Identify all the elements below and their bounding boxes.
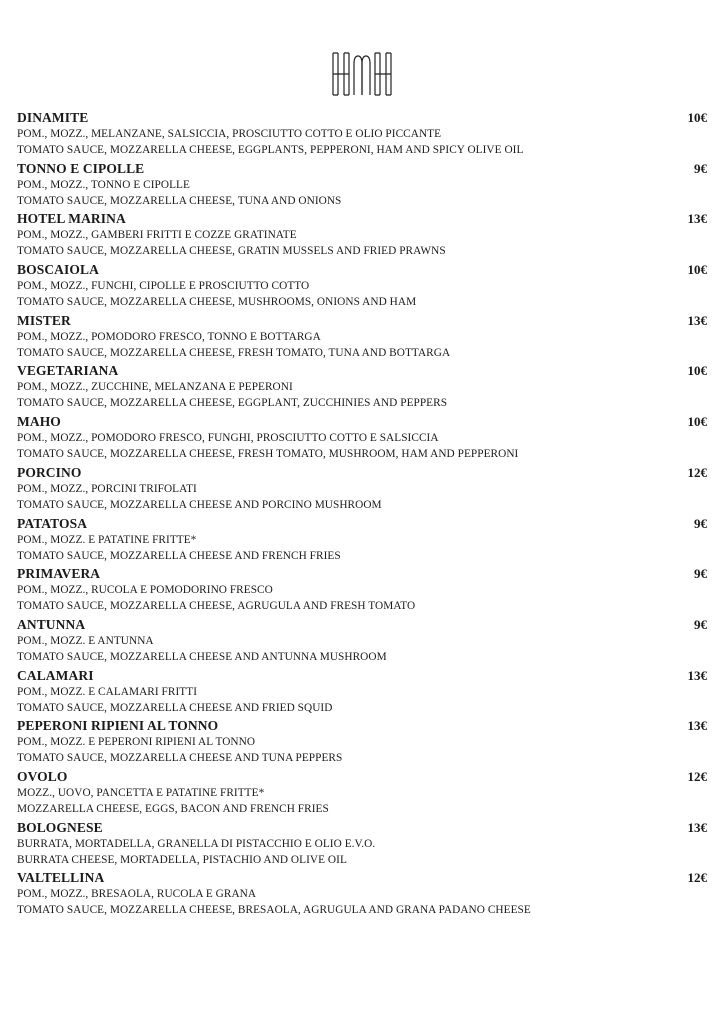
menu-item-description-en: TOMATO SAUCE, MOZZARELLA CHEESE AND FRENCH FRIES [17,549,341,562]
menu-item [17,310,707,361]
menu-item-price: 13€ [687,718,707,734]
menu-item [17,513,707,564]
menu-item [17,360,707,411]
menu-item-description-it: MOZZ., UOVO, PANCETTA E PATATINE FRITTE* [17,786,265,799]
menu-item-description-en: TOMATO SAUCE, MOZZARELLA CHEESE, TUNA AND ONIONS [17,194,342,207]
menu-item-price: 13€ [687,819,707,835]
menu-item-price: 9€ [694,616,707,632]
menu-item-description-it: POM., MOZZ., PORCINI TRIFOLATI [17,482,197,495]
menu-item [17,715,707,766]
menu-item-description-it: POM., MOZZ., POMODORO FRESCO, TONNO E BOTTARGA [17,330,321,343]
menu-item-name: CALAMARI [17,667,94,683]
menu-item-description-en: TOMATO SAUCE, MOZZARELLA CHEESE AND FRIED SQUID [17,701,333,714]
menu-item-description-en: TOMATO SAUCE, MOZZARELLA CHEESE, GRATIN MUSSELS AND FRIED PRAWNS [17,245,446,258]
menu-item-name: PEPERONI RIPIENI AL TONNO [17,718,219,734]
menu-item-name: OVOLO [17,768,68,784]
menu-item-name: PATATOSA [17,515,88,531]
menu-item-description-it: POM., MOZZ. E PEPERONI RIPIENI AL TONNO [17,736,256,749]
menu-item [17,208,707,259]
menu-item-description-en: TOMATO SAUCE, MOZZARELLA CHEESE AND ANTUNNA MUSHROOM [17,650,387,663]
menu-item-description-en: TOMATO SAUCE, MOZZARELLA CHEESE, FRESH TOMATO, TUNA AND BOTTARGA [17,346,451,359]
menu-item [17,867,707,918]
menu-item-description-it: POM., MOZZ., FUNCHI, CIPOLLE E PROSCIUTTO COTTO [17,280,310,293]
menu-item-description-it: POM., MOZZ., RUCOLA E POMODORINO FRESCO [17,584,273,597]
menu-item-description-it: POM., MOZZ., TONNO E CIPOLLE [17,178,190,191]
menu-item-description-it: POM., MOZZ., ZUCCHINE, MELANZANA E PEPERONI [17,381,293,394]
menu-item [17,158,707,209]
menu-item-description-it: BURRATA, MORTADELLA, GRANELLA DI PISTACCHIO E OLIO E.V.O. [17,837,376,850]
menu-item-name: TONNO E CIPOLLE [17,160,145,176]
menu-list [17,107,707,918]
menu-item [17,817,707,868]
menu-item-description-it: POM., MOZZ., MELANZANE, SALSICCIA, PROSCIUTTO COTTO E OLIO PICCANTE [17,128,442,140]
menu-item-description-en: TOMATO SAUCE, MOZZARELLA CHEESE AND TUNA PEPPERS [17,752,343,765]
menu-item-description-en: TOMATO SAUCE, MOZZARELLA CHEESE, EGGPLANTS, PEPPERONI, HAM AND SPICY OLIVE OIL [17,144,524,156]
menu-item-description-en: TOMATO SAUCE, MOZZARELLA CHEESE, EGGPLANT, ZUCCHINIES AND PEPPERS [17,397,448,410]
menu-item [17,563,707,614]
menu-item-description-it: POM., MOZZ. E PATATINE FRITTE* [17,533,197,546]
menu-item-name: BOLOGNESE [17,819,103,835]
menu-item-price: 13€ [687,312,707,328]
menu-item [17,259,707,310]
menu-item-description-it: POM., MOZZ. E CALAMARI FRITTI [17,685,198,698]
menu-item-description-en: TOMATO SAUCE, MOZZARELLA CHEESE AND PORCINO MUSHROOM [17,498,382,511]
menu-item-description-en: TOMATO SAUCE, MOZZARELLA CHEESE, AGRUGULA AND FRESH TOMATO [17,600,416,613]
menu-item-name: DINAMITE [17,110,89,125]
menu-item [17,411,707,462]
menu-item-price: 10€ [687,110,707,125]
menu-item-description-en: MOZZARELLA CHEESE, EGGS, BACON AND FRENCH FRIES [17,802,329,815]
menu-item-price: 13€ [687,667,707,683]
menu-item [17,766,707,817]
menu-item-price: 12€ [687,870,707,886]
menu-item-price: 9€ [694,515,707,531]
menu-item-name: VEGETARIANA [17,363,119,379]
menu-item-name: PRIMAVERA [17,566,101,582]
menu-item-name: VALTELLINA [17,870,105,886]
menu-item-price: 10€ [687,262,707,278]
menu-item-price: 10€ [687,414,707,430]
menu-item-name: ANTUNNA [17,616,86,632]
menu-item-name: HOTEL MARINA [17,211,126,227]
menu-item-price: 13€ [687,211,707,227]
menu-item-name: BOSCAIOLA [17,262,99,278]
menu-item-description-it: POM., MOZZ., POMODORO FRESCO, FUNGHI, PROSCIUTTO COTTO E SALSICCIA [17,432,439,445]
menu-item-description-en: TOMATO SAUCE, MOZZARELLA CHEESE, BRESAOLA, AGRUGULA AND GRANA PADANO CHEESE [17,904,531,917]
menu-item [17,614,707,665]
menu-item-description-en: BURRATA CHEESE, MORTADELLA, PISTACHIO AND OLIVE OIL [17,853,347,866]
menu-item-name: MAHO [17,414,61,430]
menu-item-description-it: POM., MOZZ. E ANTUNNA [17,634,154,647]
menu-item [17,462,707,513]
menu-item-description-en: TOMATO SAUCE, MOZZARELLA CHEESE, MUSHROOMS, ONIONS AND HAM [17,296,417,309]
menu-item-description-it: POM., MOZZ., BRESAOLA, RUCOLA E GRANA [17,888,257,901]
menu-item-price: 12€ [687,464,707,480]
menu-item-description-en: TOMATO SAUCE, MOZZARELLA CHEESE, FRESH TOMATO, MUSHROOM, HAM AND PEPPERONI [17,448,519,461]
menu-item-name: PORCINO [17,464,82,480]
menu-item-name: MISTER [17,312,71,328]
menu-item-price: 9€ [694,566,707,582]
menu-item-price: 12€ [687,768,707,784]
menu-item-description-it: POM., MOZZ., GAMBERI FRITTI E COZZE GRATINATE [17,229,297,242]
menu-item-price: 10€ [687,363,707,379]
hm-monogram-icon [331,52,393,96]
menu-item [17,665,707,716]
menu-item [17,107,707,158]
menu-item-price: 9€ [694,160,707,176]
